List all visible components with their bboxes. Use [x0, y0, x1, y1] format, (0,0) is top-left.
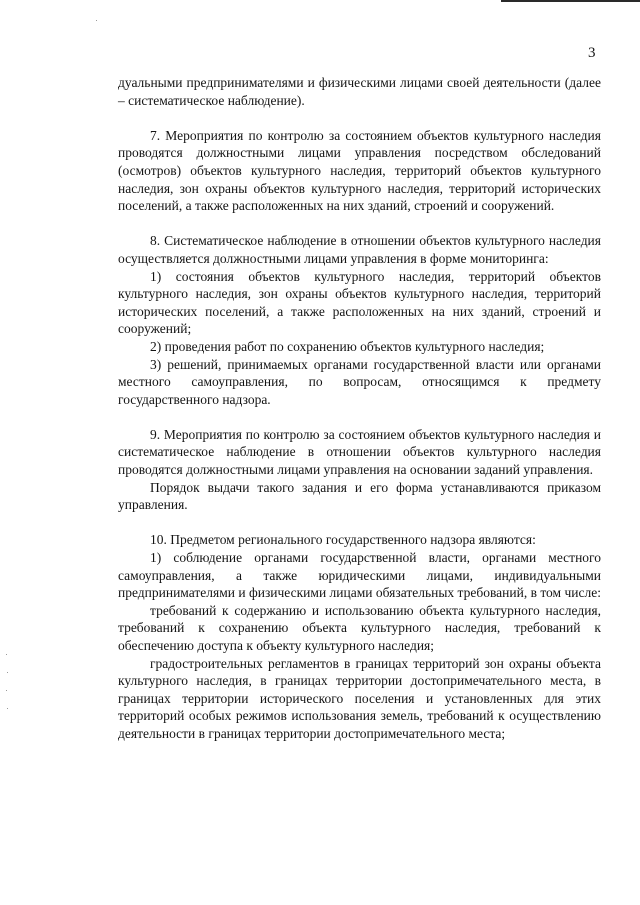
paragraph-item-10: 10. Предметом регионального государственного надзора являются:: [150, 532, 536, 548]
scan-speck: [7, 672, 8, 673]
subitem-10-1: 1) соблюдение органами государственной власти, органами местного самоуправления, а также юридическими лицами, индивидуальными предпринимателями и физическими лицами обязательных требований, в том числе:: [118, 550, 601, 601]
paragraph-order-note: Порядок выдачи такого задания и его форма устанавливаются приказом управления.: [118, 479, 601, 513]
scan-speck: [96, 20, 97, 21]
scan-speck: [6, 654, 7, 655]
top-rule: [501, 0, 640, 2]
page-number: 3: [588, 45, 596, 61]
paragraph-continuation: дуальными предпринимателями и физическими лицами своей деятельности (далее – систематическое наблюдение).: [118, 75, 601, 108]
subitem-8-1: 1) состояния объектов культурного наследия, территорий объектов культурного наследия, зон охраны объектов культурного наследия, территорий исторических поселений, а также расположенных на них зданий, строений и сооружений;: [118, 268, 601, 337]
requirements-maintenance: требований к содержанию и использованию объекта культурного наследия, требований к сохранению объекта культурного наследия, требований к обеспечению доступа к объекту культурного наследия;: [118, 602, 601, 653]
scan-speck: [7, 708, 8, 709]
paragraph-item-8: 8. Систематическое наблюдение в отношении объектов культурного наследия осуществляется должностными лицами управления в форме мониторинга:: [118, 233, 601, 266]
subitem-8-2: 2) проведения работ по сохранению объектов культурного наследия;: [150, 338, 545, 354]
paragraph-item-7: 7. Мероприятия по контролю за состоянием объектов культурного наследия проводятся должностными лицами управления посредством обследований (осмотров) объектов культурного наследия, территорий объектов культурного наследия, зон охраны объектов культурного наследия, территорий исторических поселений, а также расположенных на них зданий, строений и сооружений.: [118, 127, 601, 214]
scan-speck: [6, 690, 7, 691]
subitem-8-3: 3) решений, принимаемых органами государственной власти или органами местного самоуправления, по вопросам, относящимся к предмету государственного надзора.: [118, 356, 601, 407]
document-body: [118, 74, 601, 743]
requirements-urban-planning: градостроительных регламентов в границах территорий зон охраны объекта культурного наследия, в границах территории достопримечательного места, в границах территории исторического поселения и установленных для этих территорий особых режимов использования земель, требований к осуществлению деятельности в границах территории достопримечательного места;: [118, 655, 601, 741]
paragraph-item-9: 9. Мероприятия по контролю за состоянием объектов культурного наследия и систематическое наблюдение в отношении объектов культурного наследия проводятся должностными лицами управления на основании заданий управления.: [118, 426, 601, 478]
